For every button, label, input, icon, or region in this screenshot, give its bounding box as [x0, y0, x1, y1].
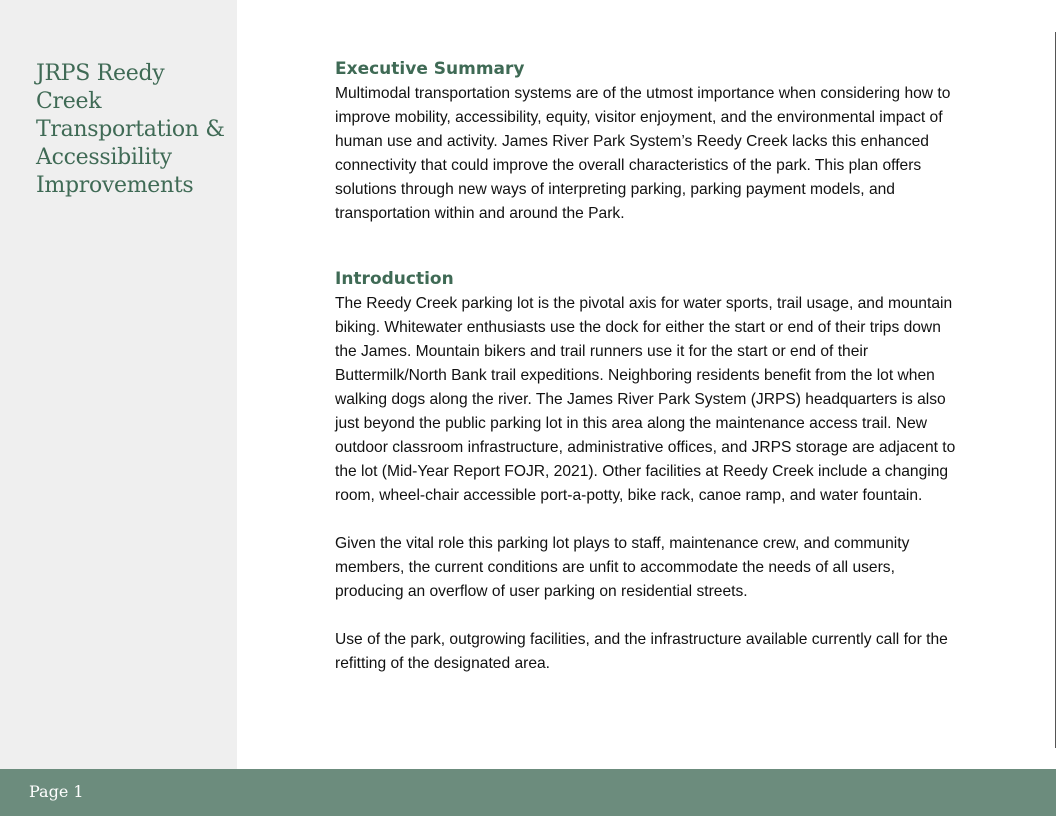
introduction-paragraph-1: The Reedy Creek parking lot is the pivotal axis for water sports, trail usage, and mountain biking. Whitewater enthusiasts use the dock for either the start or end of their trips down the James. Mountain bikers and trail runners use it for the start or end of their Buttermilk/North Bank trail expeditions. Neighboring residents benefit from the lot when walking dogs along the river. The James River Park System (JRPS) headquarters is also just beyond the public parking lot in this area along the maintenance access trail. New outdoor classroom infrastructure, administrative offices, and JRPS storage are adjacent to the lot (Mid-Year Report FOJR, 2021). Other facilities at Reedy Creek include a changing room, wheel-chair accessible port-a-potty, bike rack, canoe ramp, and water fountain.	[335, 295, 956, 504]
executive-summary-heading: Executive Summary	[335, 59, 525, 79]
title-sidebar	[0, 0, 237, 769]
introduction-heading: Introduction	[335, 269, 454, 289]
introduction-paragraph-2: Given the vital role this parking lot plays to staff, maintenance crew, and community members, the current conditions are unfit to accommodate the needs of all users, producing an overflow of user parking on residential streets.	[335, 535, 910, 600]
introduction-paragraph-3: Use of the park, outgrowing facilities, and the infrastructure available currently call for the refitting of the designated area.	[335, 631, 948, 672]
page-number: Page 1	[29, 782, 84, 801]
page-footer	[0, 769, 1056, 816]
executive-summary-paragraph: Multimodal transportation systems are of the utmost importance when considering how to improve mobility, accessibility, equity, visitor enjoyment, and the environmental impact of human use and activity. James River Park System’s Reedy Creek lacks this enhanced connectivity that could improve the overall characteristics of the park. This plan offers solutions through new ways of interpreting parking, parking payment models, and transportation within and around the Park.	[335, 85, 951, 222]
main-content	[335, 57, 963, 676]
document-title: JRPS Reedy Creek Transportation & Accessibility Improvements	[36, 61, 225, 198]
